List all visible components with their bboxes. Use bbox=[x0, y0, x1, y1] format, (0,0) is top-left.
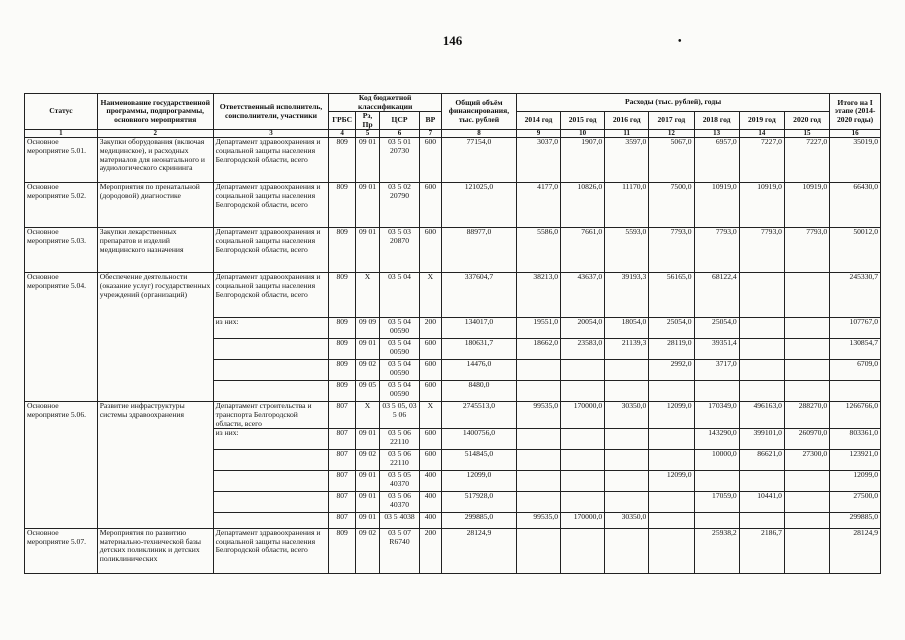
total-cell: 121025,0 bbox=[441, 183, 516, 228]
y2020-cell bbox=[784, 513, 829, 529]
y2014-cell bbox=[516, 471, 560, 492]
itogo-cell: 299885,0 bbox=[830, 513, 881, 529]
rz-cell: 09 02 bbox=[355, 360, 379, 381]
y2019-cell: 86621,0 bbox=[739, 450, 784, 471]
vr-cell: 600 bbox=[419, 450, 441, 471]
vr-cell: 200 bbox=[419, 318, 441, 339]
y2015-cell: 43637,0 bbox=[561, 273, 605, 318]
y2016-cell: 18054,0 bbox=[605, 318, 649, 339]
y2020-cell: 27300,0 bbox=[784, 450, 829, 471]
itogo-cell: 28124,9 bbox=[830, 529, 881, 574]
rz-cell: 09 01 bbox=[355, 183, 379, 228]
vr-cell: 600 bbox=[419, 138, 441, 183]
header-vr: ВР bbox=[419, 112, 441, 130]
y2019-cell bbox=[739, 360, 784, 381]
rz-cell: 09 01 bbox=[355, 429, 379, 450]
grbs-cell: 809 bbox=[329, 529, 355, 574]
y2020-cell bbox=[784, 492, 829, 513]
y2018-cell: 10919,0 bbox=[694, 183, 739, 228]
y2014-cell: 99535,0 bbox=[516, 402, 560, 429]
y2016-cell bbox=[605, 429, 649, 450]
y2014-cell bbox=[516, 492, 560, 513]
grbs-cell: 807 bbox=[329, 429, 355, 450]
grbs-cell: 809 bbox=[329, 183, 355, 228]
status-cell: Основное мероприятие 5.02. bbox=[25, 183, 98, 228]
table-row bbox=[25, 138, 881, 183]
executor-cell: Департамент здравоохранения и социальной защиты населения Белгородской области, всего bbox=[213, 183, 329, 228]
name-cell: Закупки оборудования (включая медицинское), и расходных материалов для неонатального и аудиологического скрининга bbox=[97, 138, 213, 183]
header-y2014: 2014 год bbox=[516, 112, 560, 130]
col-number: 7 bbox=[419, 130, 441, 138]
grbs-cell: 809 bbox=[329, 138, 355, 183]
y2016-cell bbox=[605, 471, 649, 492]
name-cell: Развитие инфраструктуры системы здравоохранения bbox=[97, 402, 213, 529]
y2019-cell: 496163,0 bbox=[739, 402, 784, 429]
y2018-cell: 170349,0 bbox=[694, 402, 739, 429]
csr-cell: 03 5 07 R6740 bbox=[380, 529, 420, 574]
y2014-cell: 19551,0 bbox=[516, 318, 560, 339]
header-y2018: 2018 год bbox=[694, 112, 739, 130]
y2019-cell: 10919,0 bbox=[739, 183, 784, 228]
y2014-cell: 38213,0 bbox=[516, 273, 560, 318]
header-y2016: 2016 год bbox=[605, 112, 649, 130]
col-number: 14 bbox=[739, 130, 784, 138]
grbs-cell: 809 bbox=[329, 381, 355, 402]
total-cell: 14476,0 bbox=[441, 360, 516, 381]
itogo-cell: 123921,0 bbox=[830, 450, 881, 471]
col-number: 8 bbox=[441, 130, 516, 138]
col-number: 6 bbox=[380, 130, 420, 138]
csr-cell: 03 5 03 20870 bbox=[380, 228, 420, 273]
header-itogo: Итого на I этапе (2014-2020 годы) bbox=[830, 94, 881, 130]
y2020-cell bbox=[784, 381, 829, 402]
total-cell: 134017,0 bbox=[441, 318, 516, 339]
grbs-cell: 809 bbox=[329, 318, 355, 339]
y2016-cell: 39193,3 bbox=[605, 273, 649, 318]
table-row bbox=[25, 402, 881, 429]
vr-cell: 400 bbox=[419, 492, 441, 513]
y2020-cell bbox=[784, 471, 829, 492]
csr-cell: 03 5 04 00590 bbox=[380, 318, 420, 339]
col-number: 12 bbox=[649, 130, 694, 138]
y2017-cell: 56165,0 bbox=[649, 273, 694, 318]
y2020-cell: 10919,0 bbox=[784, 183, 829, 228]
y2014-cell: 18662,0 bbox=[516, 339, 560, 360]
y2017-cell: 7793,0 bbox=[649, 228, 694, 273]
col-number: 10 bbox=[561, 130, 605, 138]
sub-label-cell: из них: bbox=[213, 318, 329, 339]
header-y2020: 2020 год bbox=[784, 112, 829, 130]
y2018-cell: 17059,0 bbox=[694, 492, 739, 513]
header-y2019: 2019 год bbox=[739, 112, 784, 130]
y2020-cell bbox=[784, 529, 829, 574]
vr-cell: Х bbox=[419, 273, 441, 318]
csr-cell: 03 5 05, 03 5 06 bbox=[380, 402, 420, 429]
y2019-cell: 7793,0 bbox=[739, 228, 784, 273]
header-y2017: 2017 год bbox=[649, 112, 694, 130]
y2018-cell bbox=[694, 471, 739, 492]
total-cell: 77154,0 bbox=[441, 138, 516, 183]
executor-cell: Департамент здравоохранения и социальной защиты населения Белгородской области, всего bbox=[213, 138, 329, 183]
header-expenses: Расходы (тыс. рублей), годы bbox=[516, 94, 829, 112]
y2015-cell bbox=[561, 450, 605, 471]
empty-cell bbox=[213, 450, 329, 471]
grbs-cell: 807 bbox=[329, 450, 355, 471]
header-rzpr: Рз, Пр bbox=[355, 112, 379, 130]
status-cell: Основное мероприятие 5.04. bbox=[25, 273, 98, 402]
y2020-cell bbox=[784, 273, 829, 318]
itogo-cell: 66430,0 bbox=[830, 183, 881, 228]
executor-cell: Департамент здравоохранения и социальной защиты населения Белгородской области, всего bbox=[213, 273, 329, 318]
rz-cell: 09 09 bbox=[355, 318, 379, 339]
y2017-cell bbox=[649, 492, 694, 513]
vr-cell: 600 bbox=[419, 429, 441, 450]
csr-cell: 03 5 06 22110 bbox=[380, 450, 420, 471]
y2019-cell bbox=[739, 513, 784, 529]
header-budget-code: Код бюджетной классификации bbox=[329, 94, 442, 112]
sub-label-cell: из них: bbox=[213, 429, 329, 450]
col-number: 1 bbox=[25, 130, 98, 138]
y2016-cell: 30350,0 bbox=[605, 513, 649, 529]
y2019-cell bbox=[739, 471, 784, 492]
total-cell: 8480,0 bbox=[441, 381, 516, 402]
y2015-cell bbox=[561, 492, 605, 513]
y2019-cell: 7227,0 bbox=[739, 138, 784, 183]
vr-cell: 600 bbox=[419, 360, 441, 381]
vr-cell: Х bbox=[419, 402, 441, 429]
y2018-cell: 25054,0 bbox=[694, 318, 739, 339]
y2017-cell: 12099,0 bbox=[649, 402, 694, 429]
csr-cell: 03 5 04 00590 bbox=[380, 339, 420, 360]
grbs-cell: 809 bbox=[329, 339, 355, 360]
y2020-cell bbox=[784, 339, 829, 360]
table-row bbox=[25, 273, 881, 318]
y2015-cell bbox=[561, 529, 605, 574]
y2015-cell: 7661,0 bbox=[561, 228, 605, 273]
total-cell: 299885,0 bbox=[441, 513, 516, 529]
itogo-cell: 1266766,0 bbox=[830, 402, 881, 429]
y2020-cell: 260970,0 bbox=[784, 429, 829, 450]
y2018-cell bbox=[694, 513, 739, 529]
y2018-cell: 25938,2 bbox=[694, 529, 739, 574]
itogo-cell: 12099,0 bbox=[830, 471, 881, 492]
header-grbs: ГРБС bbox=[329, 112, 355, 130]
y2019-cell: 10441,0 bbox=[739, 492, 784, 513]
name-cell: Мероприятия по пренатальной (дородовой) диагностике bbox=[97, 183, 213, 228]
itogo-cell: 803361,0 bbox=[830, 429, 881, 450]
csr-cell: 03 5 04 bbox=[380, 273, 420, 318]
status-cell: Основное мероприятие 5.03. bbox=[25, 228, 98, 273]
grbs-cell: 807 bbox=[329, 402, 355, 429]
y2016-cell: 5593,0 bbox=[605, 228, 649, 273]
header-status: Статус bbox=[25, 94, 98, 130]
csr-cell: 03 5 06 22110 bbox=[380, 429, 420, 450]
itogo-cell: 107767,0 bbox=[830, 318, 881, 339]
y2016-cell bbox=[605, 450, 649, 471]
y2016-cell: 30350,0 bbox=[605, 402, 649, 429]
y2014-cell bbox=[516, 450, 560, 471]
y2016-cell: 3597,0 bbox=[605, 138, 649, 183]
y2020-cell: 7227,0 bbox=[784, 138, 829, 183]
rz-cell: 09 01 bbox=[355, 492, 379, 513]
grbs-cell: 809 bbox=[329, 273, 355, 318]
y2017-cell: 5067,0 bbox=[649, 138, 694, 183]
grbs-cell: 807 bbox=[329, 513, 355, 529]
y2018-cell: 3717,0 bbox=[694, 360, 739, 381]
table-row bbox=[25, 228, 881, 273]
col-number: 2 bbox=[97, 130, 213, 138]
status-cell: Основное мероприятие 5.01. bbox=[25, 138, 98, 183]
y2015-cell: 170000,0 bbox=[561, 513, 605, 529]
rz-cell: 09 01 bbox=[355, 138, 379, 183]
empty-cell bbox=[213, 360, 329, 381]
total-cell: 88977,0 bbox=[441, 228, 516, 273]
y2018-cell: 68122,4 bbox=[694, 273, 739, 318]
total-cell: 180631,7 bbox=[441, 339, 516, 360]
total-cell: 12099,0 bbox=[441, 471, 516, 492]
y2015-cell: 20054,0 bbox=[561, 318, 605, 339]
vr-cell: 600 bbox=[419, 183, 441, 228]
y2017-cell bbox=[649, 450, 694, 471]
total-cell: 28124,9 bbox=[441, 529, 516, 574]
itogo-cell: 130854,7 bbox=[830, 339, 881, 360]
y2015-cell bbox=[561, 360, 605, 381]
y2020-cell: 7793,0 bbox=[784, 228, 829, 273]
rz-cell: 09 02 bbox=[355, 450, 379, 471]
rz-cell: 09 05 bbox=[355, 381, 379, 402]
y2015-cell bbox=[561, 429, 605, 450]
y2016-cell: 21139,3 bbox=[605, 339, 649, 360]
rz-cell: 09 01 bbox=[355, 228, 379, 273]
total-cell: 337604,7 bbox=[441, 273, 516, 318]
rz-cell: Х bbox=[355, 273, 379, 318]
grbs-cell: 807 bbox=[329, 492, 355, 513]
y2018-cell: 6957,0 bbox=[694, 138, 739, 183]
y2018-cell: 39351,4 bbox=[694, 339, 739, 360]
col-number: 3 bbox=[213, 130, 329, 138]
grbs-cell: 807 bbox=[329, 471, 355, 492]
status-cell: Основное мероприятие 5.07. bbox=[25, 529, 98, 574]
y2016-cell bbox=[605, 492, 649, 513]
header-csr: ЦСР bbox=[380, 112, 420, 130]
y2016-cell bbox=[605, 381, 649, 402]
col-number: 13 bbox=[694, 130, 739, 138]
total-cell: 514845,0 bbox=[441, 450, 516, 471]
total-cell: 517928,0 bbox=[441, 492, 516, 513]
status-cell: Основное мероприятие 5.06. bbox=[25, 402, 98, 529]
y2014-cell bbox=[516, 360, 560, 381]
y2019-cell bbox=[739, 381, 784, 402]
name-cell: Закупки лекарственных препаратов и изделий медицинского назначения bbox=[97, 228, 213, 273]
csr-cell: 03 5 04 00590 bbox=[380, 360, 420, 381]
page-number: 146 bbox=[442, 33, 463, 48]
total-cell: 2745513,0 bbox=[441, 402, 516, 429]
rz-cell: Х bbox=[355, 402, 379, 429]
y2017-cell: 2992,0 bbox=[649, 360, 694, 381]
y2019-cell: 2186,7 bbox=[739, 529, 784, 574]
col-number: 11 bbox=[605, 130, 649, 138]
itogo-cell: 27500,0 bbox=[830, 492, 881, 513]
itogo-cell: 50012,0 bbox=[830, 228, 881, 273]
y2019-cell bbox=[739, 318, 784, 339]
rz-cell: 09 01 bbox=[355, 513, 379, 529]
itogo-cell bbox=[830, 381, 881, 402]
executor-cell: Департамент здравоохранения и социальной защиты населения Белгородской области, всего bbox=[213, 228, 329, 273]
y2014-cell: 5586,0 bbox=[516, 228, 560, 273]
csr-cell: 03 5 4038 bbox=[380, 513, 420, 529]
y2017-cell: 7500,0 bbox=[649, 183, 694, 228]
y2015-cell: 10826,0 bbox=[561, 183, 605, 228]
empty-cell bbox=[213, 339, 329, 360]
y2015-cell: 1907,0 bbox=[561, 138, 605, 183]
empty-cell bbox=[213, 492, 329, 513]
y2016-cell: 11170,0 bbox=[605, 183, 649, 228]
col-number: 16 bbox=[830, 130, 881, 138]
vr-cell: 600 bbox=[419, 381, 441, 402]
col-number: 9 bbox=[516, 130, 560, 138]
y2018-cell: 143290,0 bbox=[694, 429, 739, 450]
y2017-cell: 25054,0 bbox=[649, 318, 694, 339]
y2017-cell bbox=[649, 381, 694, 402]
y2020-cell bbox=[784, 360, 829, 381]
vr-cell: 200 bbox=[419, 529, 441, 574]
itogo-cell: 245330,7 bbox=[830, 273, 881, 318]
itogo-cell: 6709,0 bbox=[830, 360, 881, 381]
header-executor: Ответственный исполнитель, соисполнители, участники bbox=[213, 94, 329, 130]
y2016-cell bbox=[605, 360, 649, 381]
rz-cell: 09 01 bbox=[355, 471, 379, 492]
col-number: 4 bbox=[329, 130, 355, 138]
column-numbers-row bbox=[25, 130, 881, 138]
name-cell: Обеспечение деятельности (оказание услуг) государственных учреждений (организаций) bbox=[97, 273, 213, 402]
y2014-cell: 99535,0 bbox=[516, 513, 560, 529]
csr-cell: 03 5 06 40370 bbox=[380, 492, 420, 513]
y2018-cell bbox=[694, 381, 739, 402]
y2014-cell: 4177,0 bbox=[516, 183, 560, 228]
y2014-cell bbox=[516, 429, 560, 450]
vr-cell: 600 bbox=[419, 228, 441, 273]
vr-cell: 400 bbox=[419, 513, 441, 529]
dot-mark: • bbox=[678, 36, 682, 47]
y2019-cell bbox=[739, 339, 784, 360]
grbs-cell: 809 bbox=[329, 228, 355, 273]
grbs-cell: 809 bbox=[329, 360, 355, 381]
y2015-cell: 170000,0 bbox=[561, 402, 605, 429]
y2018-cell: 10000,0 bbox=[694, 450, 739, 471]
y2015-cell: 23583,0 bbox=[561, 339, 605, 360]
y2017-cell bbox=[649, 513, 694, 529]
col-number: 15 bbox=[784, 130, 829, 138]
y2017-cell bbox=[649, 429, 694, 450]
y2014-cell: 3037,0 bbox=[516, 138, 560, 183]
name-cell: Мероприятия по развитию материально-технической базы детских поликлиник и детских поликлинических bbox=[97, 529, 213, 574]
y2020-cell: 288270,0 bbox=[784, 402, 829, 429]
csr-cell: 03 5 02 20790 bbox=[380, 183, 420, 228]
y2014-cell bbox=[516, 529, 560, 574]
y2015-cell bbox=[561, 381, 605, 402]
csr-cell: 03 5 04 00590 bbox=[380, 381, 420, 402]
budget-table bbox=[24, 93, 881, 574]
y2017-cell bbox=[649, 529, 694, 574]
y2019-cell: 399101,0 bbox=[739, 429, 784, 450]
rz-cell: 09 01 bbox=[355, 339, 379, 360]
header-total-fin: Общий объём финансирования, тыс. рублей bbox=[441, 94, 516, 130]
vr-cell: 400 bbox=[419, 471, 441, 492]
itogo-cell: 35019,0 bbox=[830, 138, 881, 183]
y2020-cell bbox=[784, 318, 829, 339]
executor-cell: Департамент строительства и транспорта Белгородской области, всего bbox=[213, 402, 329, 429]
y2019-cell bbox=[739, 273, 784, 318]
y2018-cell: 7793,0 bbox=[694, 228, 739, 273]
table-row bbox=[25, 183, 881, 228]
rz-cell: 09 02 bbox=[355, 529, 379, 574]
csr-cell: 03 5 01 20730 bbox=[380, 138, 420, 183]
y2015-cell bbox=[561, 471, 605, 492]
col-number: 5 bbox=[355, 130, 379, 138]
y2017-cell: 28119,0 bbox=[649, 339, 694, 360]
total-cell: 1400756,0 bbox=[441, 429, 516, 450]
y2014-cell bbox=[516, 381, 560, 402]
vr-cell: 600 bbox=[419, 339, 441, 360]
empty-cell bbox=[213, 381, 329, 402]
csr-cell: 03 5 05 40370 bbox=[380, 471, 420, 492]
executor-cell: Департамент здравоохранения и социальной защиты населения Белгородской области, всего bbox=[213, 529, 329, 574]
y2017-cell: 12099,0 bbox=[649, 471, 694, 492]
empty-cell bbox=[213, 513, 329, 529]
table-row bbox=[25, 529, 881, 574]
header-name: Наименование государственной программы, подпрограммы, основного мероприятия bbox=[97, 94, 213, 130]
header-y2015: 2015 год bbox=[561, 112, 605, 130]
empty-cell bbox=[213, 471, 329, 492]
y2016-cell bbox=[605, 529, 649, 574]
